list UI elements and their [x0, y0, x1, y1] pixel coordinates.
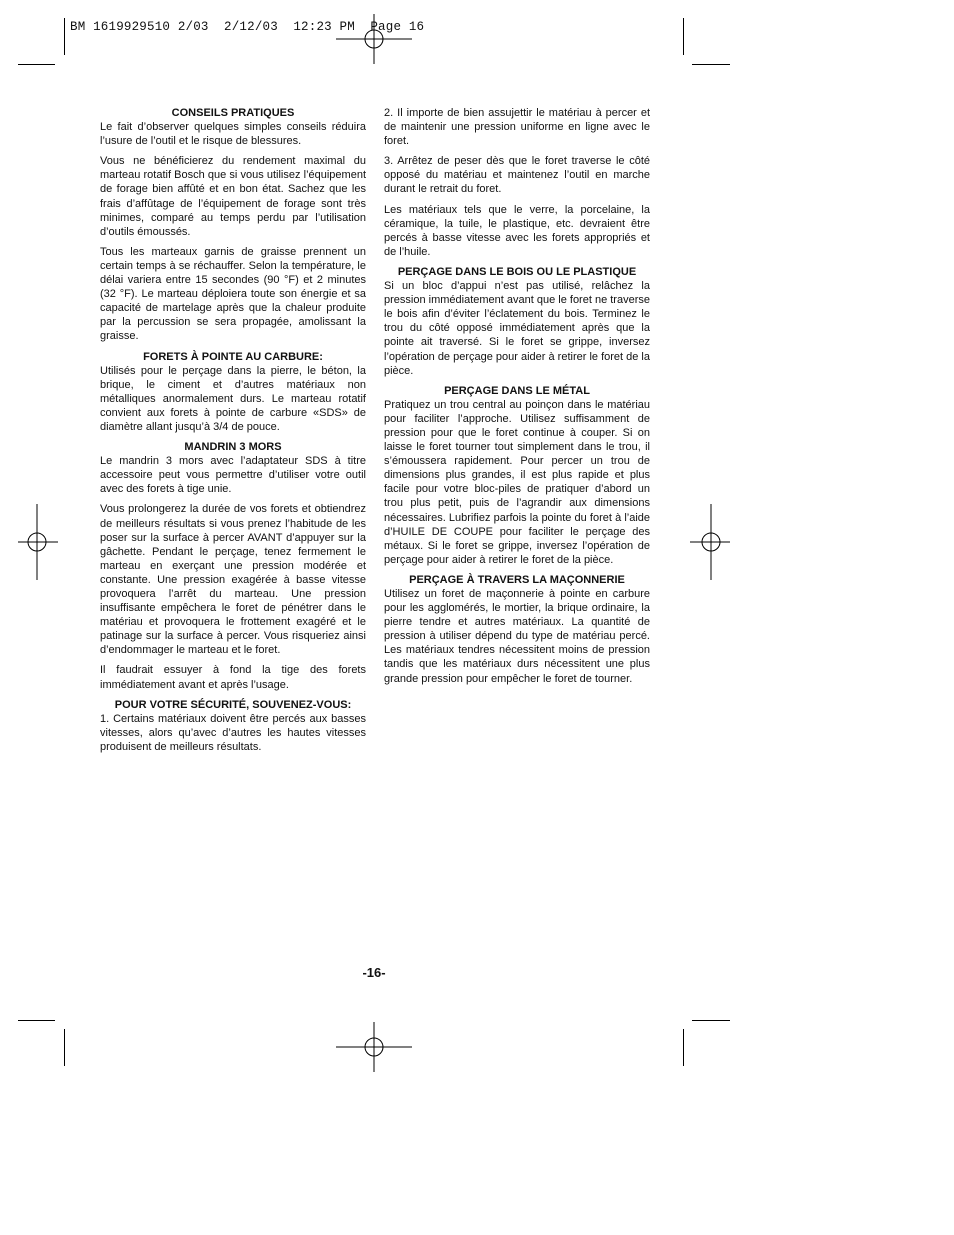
registration-mark-top-icon: [336, 14, 412, 64]
paragraph: 1. Certains matériaux doivent être percés aux basses vitesses, alors qu’avec d’autres les hautes vitesses produisent de meilleurs résultats.: [100, 712, 366, 753]
paragraph: Le fait d’observer quelques simples conseils réduira l’usure de l’outil et le risque de blessures.: [100, 121, 366, 148]
left-column: [100, 106, 366, 760]
heading-percage-maconnerie: PERÇAGE À TRAVERS LA MAÇONNERIE: [409, 573, 625, 586]
heading-pour-votre-securite: POUR VOTRE SÉCURITÉ, SOUVENEZ-VOUS:: [114, 698, 352, 711]
paragraph: 2. Il importe de bien assujettir le matériau à percer et de maintenir une pression uniforme en ligne avec le foret.: [384, 107, 650, 148]
crop-mark-top-right-h: [692, 64, 730, 65]
crop-mark-top-left-v: [64, 18, 65, 55]
paragraph: Tous les marteaux garnis de graisse prennent un certain temps à se réchauffer. Selon la température, le délai variera entre 15 secondes (90 °F) et 2 minutes (32 °F). Le marteau déploiera toute son énergie et sa capacité de martelage après que la chaleur produite par la percussion se sera propagée, amolissant la graisse.: [100, 245, 366, 343]
paragraph: Si un bloc d’appui n’est pas utilisé, relâchez la pression immédiatement avant que le foret ne traverse le bois afin d’éviter l’éclatement du bois. Terminez le trou du côté opposé immédiatement après que la pointe ait traversé. Si le foret se grippe, inversez l’opération de perçage pour aider à retirer le foret de la pièce.: [384, 280, 650, 377]
crop-mark-bottom-right-v: [683, 1029, 684, 1066]
heading-forets-pointe-carbure: FORETS À POINTE AU CARBURE:: [143, 350, 323, 363]
print-slug-line: BM 1619929510 2/03 2/12/03 12:23 PM Page 16: [70, 20, 425, 34]
paragraph: Utilisez un foret de maçonnerie à pointe en carbure pour les agglomérés, le mortier, la brique ordinaire, la pierre tendre et autres matériaux. La quantité de pression à utiliser dépend du type de matériau percé. Les matériaux tendres nécessitent moins de pression tandis que les matériaux durs nécessitent une plus grande pression pour empêcher le foret de tourner.: [384, 588, 650, 685]
crop-mark-top-left-h: [18, 64, 55, 65]
paragraph: Le mandrin 3 mors avec l’adaptateur SDS à titre accessoire peut vous permettre d’utiliser votre outil avec des forets à tige unie.: [100, 455, 366, 496]
registration-mark-right-icon: [690, 504, 730, 580]
crop-mark-bottom-left-h: [18, 1020, 55, 1021]
heading-mandrin-3-mors: MANDRIN 3 MORS: [184, 441, 282, 454]
paragraph: Vous prolongerez la durée de vos forets et obtiendrez de meilleurs résultats si vous prenez l’habitude de les poser sur la surface à percer AVANT d’appuyer sur la gâchette. Pendant le perçage, tenez fermement le marteau en exerçant une pression modérée et constante. Une pression exagérée à basse vitesse provoquera l’arrêt du marteau. Une pression insuffisante empêchera le foret de pénétrer dans le matériau et provoquera le frottement exagéré et le patinage sur la surface à percer. Vous risqueriez ainsi d’endommager le marteau et le foret.: [100, 503, 366, 657]
paragraph: Pratiquez un trou central au poinçon dans le matériau pour faciliter l’approche. Utilisez suffisamment de pression pour que le foret continue à couper. Si on laisse le foret tourner tout simplement dans le trou, il s’émoussera rapidement. Pour percer un trou de dimensions plus grandes, il est plus rapide et plus facile pour votre bloc-piles de pratiquer d’abord un trou plus petit, puis de l’agrandir aux dimensions nécessaires. Lubrifiez parfois la pointe du foret à l’aide d’HUILE DE COUPE pour faciliter le perçage des métaux. Si le foret se grippe, inversez l’opération de perçage pour aider à retirer le foret de la pièce.: [384, 398, 650, 566]
right-column: [384, 106, 650, 692]
paragraph: Les matériaux tels que le verre, la porcelaine, la céramique, la tuile, le plastique, etc. devraient être percés à basse vitesse avec les forets appropriés et de l’huile.: [384, 203, 650, 258]
registration-mark-left-icon: [18, 504, 58, 580]
heading-percage-bois-plastique: PERÇAGE DANS LE BOIS OU LE PLASTIQUE: [397, 265, 637, 278]
heading-percage-metal: PERÇAGE DANS LE MÉTAL: [444, 384, 590, 397]
page-number: -16-: [362, 965, 386, 980]
heading-conseils-pratiques: CONSEILS PRATIQUES: [171, 107, 295, 119]
paragraph: Il faudrait essuyer à fond la tige des forets immédiatement avant et après l’usage.: [100, 664, 366, 691]
crop-mark-top-right-v: [683, 18, 684, 55]
paragraph: 3. Arrêtez de peser dès que le foret traverse le côté opposé du matériau et maintenez l’outil en marche durant le retrait du foret.: [384, 155, 650, 196]
registration-mark-bottom-icon: [336, 1022, 412, 1072]
crop-mark-bottom-right-h: [692, 1020, 730, 1021]
paragraph: Vous ne bénéficierez du rendement maximal du marteau rotatif Bosch que si vous utilisez l’équipement de forage bien affûté et en bon état. Sachez que les frais d’affûtage de l’équipement de forage sont très minimes, comparé au temps perdu par l’utilisation d’outils émoussés.: [100, 155, 366, 238]
paragraph: Utilisés pour le perçage dans la pierre, le béton, la brique, le ciment et d’autres matériaux non métalliques anormalement durs. Le marteau rotatif convient aux forets à pointe de carbure «SDS» de diamètre allant jusqu’à 3/4 de pouce.: [100, 364, 366, 433]
crop-mark-bottom-left-v: [64, 1029, 65, 1066]
